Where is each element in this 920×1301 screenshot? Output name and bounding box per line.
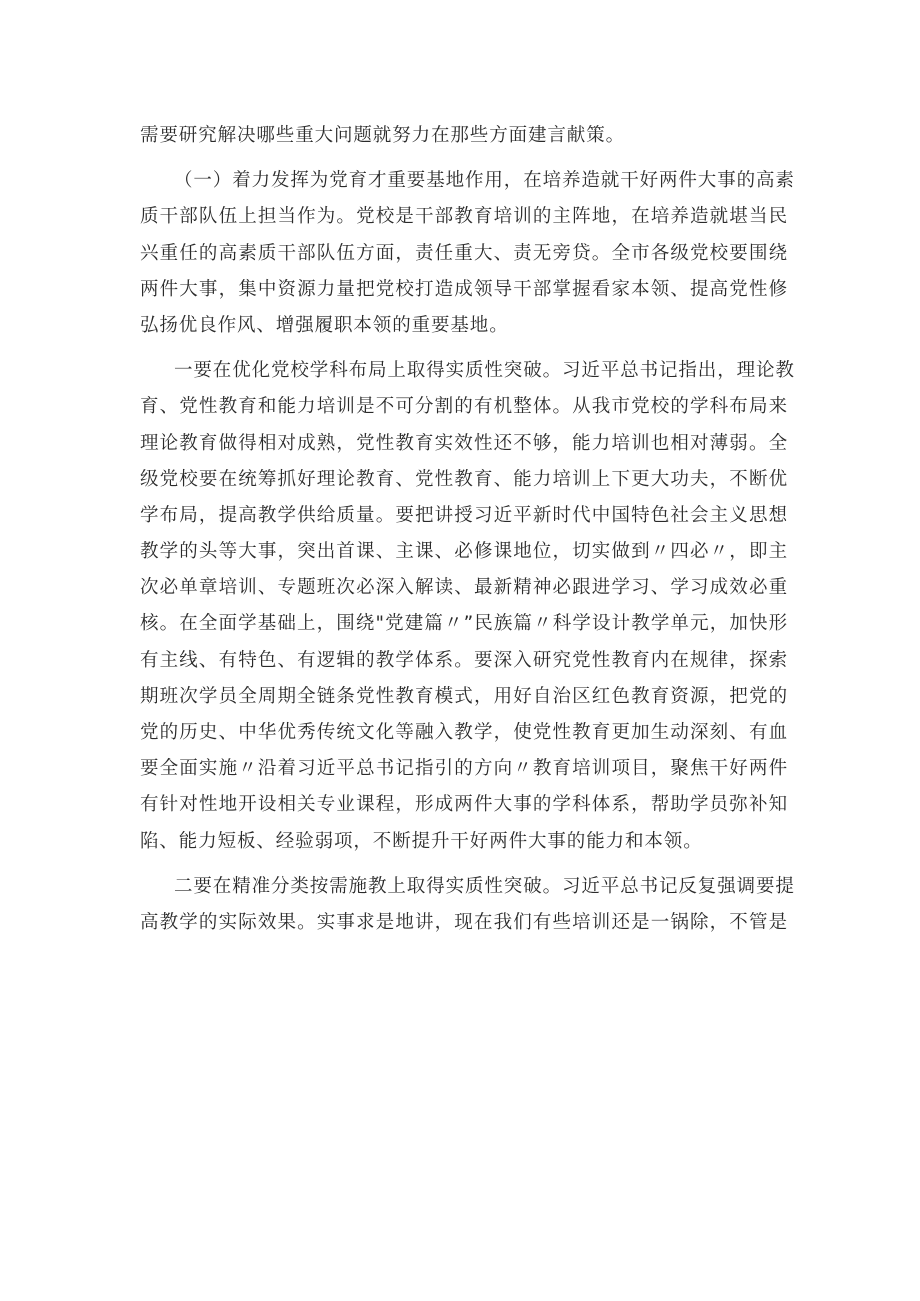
text-line: 要全面实施〃沿着习近平总书记指引的方向〃教育培训项目，聚焦干好两件	[140, 758, 788, 780]
text-line: 二要在精准分类按需施教上取得实质性突破。习近平总书记反复强调要提	[174, 875, 795, 897]
paragraph-point-two	[140, 869, 795, 941]
text-line: 质干部队伍上担当作为。党校是干部教育培训的主阵地，在培养造就堪当民	[140, 206, 788, 228]
text-line: 陷、能力短板、经验弱项，不断提升干好两件大事的能力和本领。	[140, 830, 703, 852]
text-line: 需要研究解决哪些重大问题就努力在那些方面建言献策。	[140, 125, 626, 146]
paragraph-section-heading	[140, 163, 795, 344]
text-line: 有针对性地开设相关专业课程，形成两件大事的学科体系，帮助学员弥补知	[140, 794, 788, 816]
text-line: 期班次学员全周期全链条党性教育模式，用好自治区红色教育资源，把党的	[140, 685, 788, 707]
text-line: 兴重任的高素质干部队伍方面，责任重大、责无旁贷。全市各级党校要围绕	[140, 242, 788, 264]
text-line: 级党校要在统筹抓好理论教育、党性教育、能力培训上下更大功夫，不断优	[140, 468, 788, 490]
text-line: 高教学的实际效果。实事求是地讲，现在我们有些培训还是一锅除，不管是	[140, 911, 788, 933]
document-body	[140, 118, 795, 941]
text-line: 理论教育做得相对成熟，党性教育实效性还不够，能力培训也相对薄弱。全	[140, 432, 788, 454]
text-line: 育、党性教育和能力培训是不可分割的有机整体。从我市党校的学科布局来	[140, 396, 788, 418]
paragraph-point-one	[140, 353, 795, 860]
text-line: 弘扬优良作风、增强履职本领的重要基地。	[140, 314, 509, 336]
text-line: 学布局，提高教学供给质量。要把讲授习近平新时代中国特色社会主义思想	[140, 504, 788, 526]
text-line: 有主线、有特色、有逻辑的教学体系。要深入研究党性教育内在规律，探索	[140, 649, 788, 671]
text-line: 两件大事，集中资源力量把党校打造成领导干部掌握看家本领、提高党性修	[140, 278, 788, 300]
paragraph-continuation	[140, 118, 788, 154]
text-line: 教学的头等大事，突出首课、主课、必修课地位，切实做到〃四必〃，即主	[140, 541, 788, 563]
text-line: 一要在优化党校学科布局上取得实质性突破。习近平总书记指出，理论教	[174, 360, 795, 382]
text-line: （一）着力发挥为党育才重要基地作用，在培养造就干好两件大事的高素	[174, 170, 795, 192]
text-line: 次必单章培训、专题班次必深入解读、最新精神必跟进学习、学习成效必重	[140, 577, 788, 599]
text-line: 核。在全面学基础上，围绕"党建篇〃”民族篇〃科学设计教学单元，加快形	[140, 613, 788, 635]
text-line: 党的历史、中华优秀传统文化等融入教学，使党性教育更加生动深刻、有血	[140, 722, 788, 743]
